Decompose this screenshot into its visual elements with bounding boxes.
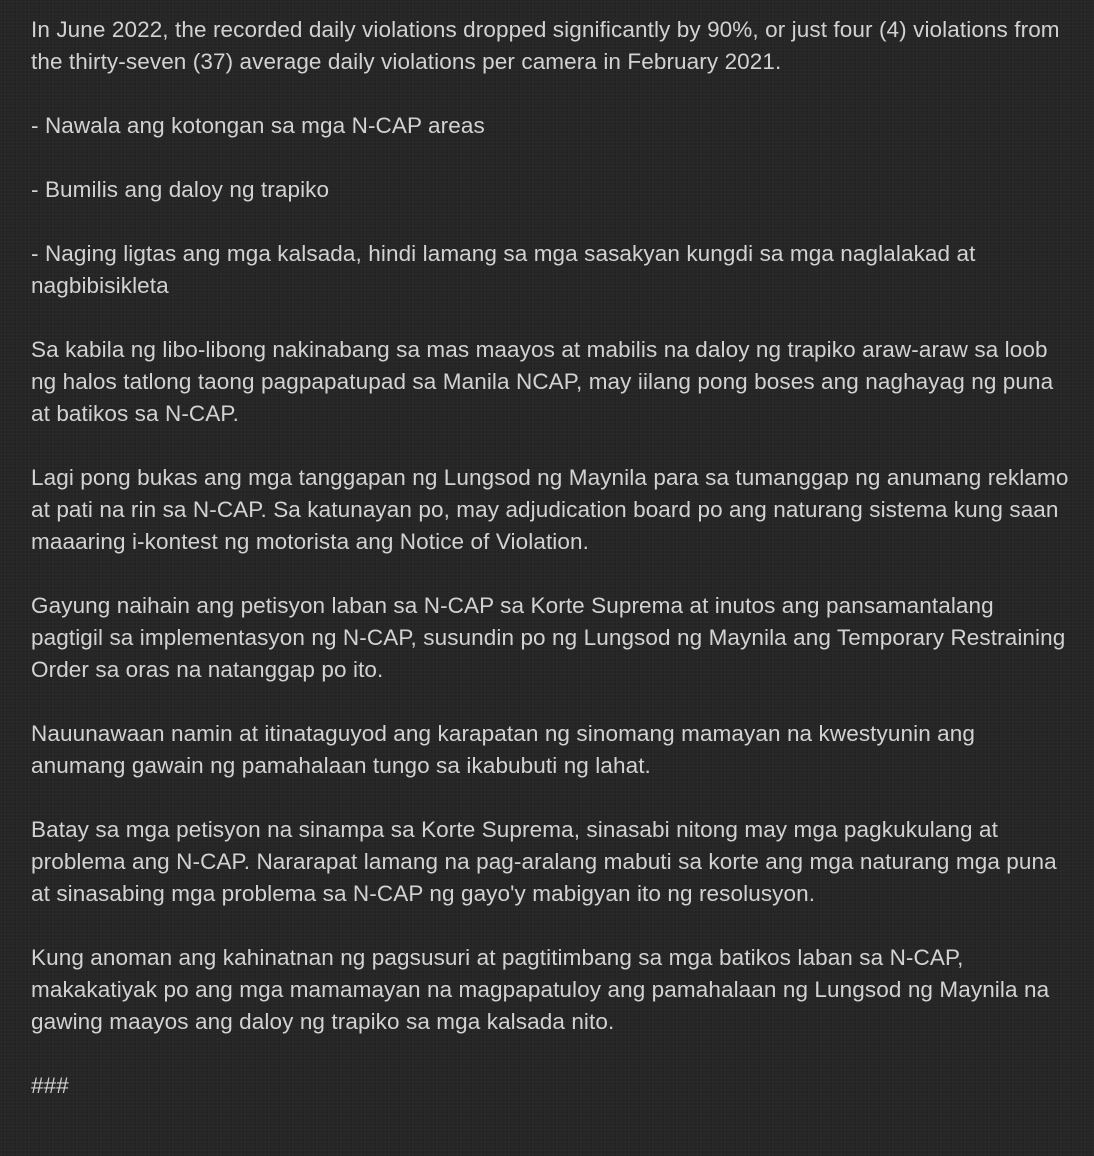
paragraph-tro: Gayung naihain ang petisyon laban sa N-CAP sa Korte Suprema at inutos ang pansamantalang pagtigil sa implementasyon ng N-CAP, susundin po ng Lungsod ng Maynila ang Temporary Restraining Order sa oras na natanggap po ito. (31, 593, 1066, 682)
statement-document (31, 14, 1071, 1102)
bullet-kotongan: - Nawala ang kotongan sa mga N-CAP areas (31, 113, 485, 138)
paragraph-conclusion: Kung anoman ang kahinatnan ng pagsusuri at pagtitimbang sa mga batikos laban sa N-CAP, makakatiyak po ang mga mamamayan na magpapatuloy ang pamahalaan ng Lungsod ng Maynila na gawing maayos ang daloy ng trapiko sa mga kalsada nito. (31, 945, 1050, 1034)
paragraph-violations-stat: In June 2022, the recorded daily violations dropped significantly by 90%, or just four (4) violations from the thirty-seven (37) average daily violations per camera in February 2021. (31, 17, 1060, 74)
paragraph-adjudication: Lagi pong bukas ang mga tanggapan ng Lungsod ng Maynila para sa tumanggap ng anumang reklamo at pati na rin sa N-CAP. Sa katunayan po, may adjudication board po ang naturang sistema kung saan maaaring i-kontest ng motorista ang Notice of Violation. (31, 465, 1069, 554)
bullet-ligtas: - Naging ligtas ang mga kalsada, hindi lamang sa mga sasakyan kungdi sa mga naglalakad at nagbibisikleta (31, 241, 976, 298)
paragraph-karapatan: Nauunawaan namin at itinataguyod ang karapatan ng sinomang mamayan na kwestyunin ang anumang gawain ng pamahalaan tungo sa ikabubuti ng lahat. (31, 721, 976, 778)
paragraph-petisyon: Batay sa mga petisyon na sinampa sa Korte Suprema, sinasabi nitong may mga pagkukulang at problema ang N-CAP. Nararapat lamang na pag-aralang mabuti sa korte ang mga naturang mga puna at sinasabing mga problema sa N-CAP ng gayo'y mabigyan ito ng resolusyon. (31, 817, 1057, 906)
end-marker: ### (31, 1073, 69, 1098)
bullet-daloy: - Bumilis ang daloy ng trapiko (31, 177, 330, 202)
paragraph-puna-batikos: Sa kabila ng libo-libong nakinabang sa mas maayos at mabilis na daloy ng trapiko araw-araw sa loob ng halos tatlong taong pagpapatupad sa Manila NCAP, may iilang pong boses ang naghayag ng puna at batikos sa N-CAP. (31, 337, 1054, 426)
